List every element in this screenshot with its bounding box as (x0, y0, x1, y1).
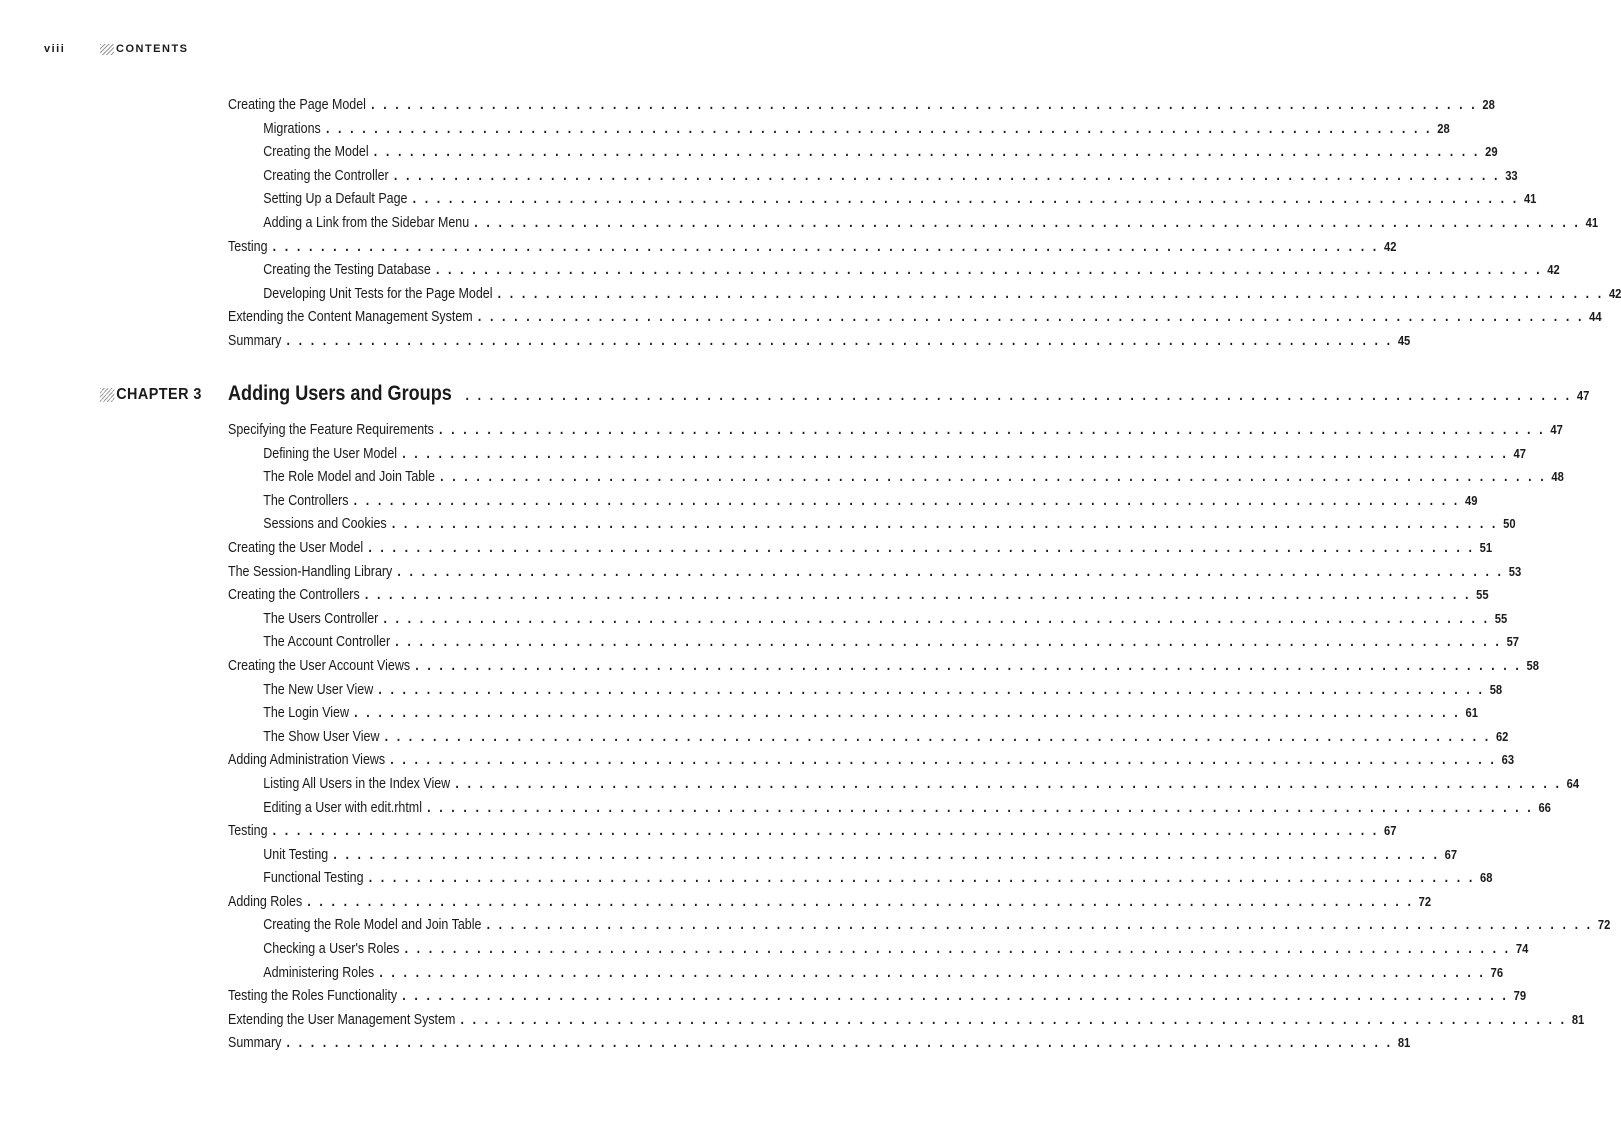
chapter-title-entry[interactable] (228, 382, 1590, 406)
toc-entry-page-number: 61 (1465, 705, 1478, 721)
dot-leader: . . . . . . . . . . . . . . . . . . . . . . . . . . . . . . . . . . . . . . . . . . . . . . . . . . . . . . . . . . . . . . . . . . . . . . . . . . . . . . . . . . . . . . . . . . . . (364, 587, 1472, 604)
toc-entry[interactable] (228, 422, 1563, 446)
toc-entry-title: Creating the Page Model (228, 97, 366, 113)
toc-entry[interactable] (228, 587, 1489, 611)
toc-entry[interactable] (228, 516, 1516, 540)
toc-entry[interactable] (228, 870, 1493, 894)
toc-entry-title: Setting Up a Default Page (263, 191, 408, 208)
toc-entry-title: Creating the Model (263, 144, 369, 161)
chapter-page-number: 47 (1576, 388, 1590, 403)
toc-section-chapter-3 (228, 422, 1611, 1059)
toc-entry-page-number: 67 (1384, 823, 1397, 839)
toc-entry[interactable] (228, 492, 1478, 517)
toc-entry[interactable] (228, 634, 1520, 658)
dot-leader: . . . . . . . . . . . . . . . . . . . . . . . . . . . . . . . . . . . . . . . . . . . . . . . . . . . . . . . . . . . . . . . . . . . . . . . . . . . . . . . . . . . . . . . . . . . . (378, 681, 1485, 698)
dot-leader: . . . . . . . . . . . . . . . . . . . . . . . . . . . . . . . . . . . . . . . . . . . . . . . . . . . . . . . . . . . . . . . . . . . . . . . . . . . . . . . . . . . . . . . . . . . . (325, 120, 1433, 137)
toc-entry-page-number: 51 (1479, 539, 1493, 555)
toc-entry-title: Adding Roles (228, 893, 303, 910)
toc-entry-page-number: 33 (1505, 167, 1518, 183)
dot-leader: . . . . . . . . . . . . . . . . . . . . . . . . . . . . . . . . . . . . . . . . . . . . . . . . . . . . . . . . . . . . . . . . . . . . . . . . . . . . . . . . . . . . . . . . . . . . (333, 846, 1440, 863)
toc-entry-page-number: 63 (1501, 752, 1515, 768)
dot-leader: . . . . . . . . . . . . . . . . . . . . . . . . . . . . . . . . . . . . . . . . . . . . . . . . . . . . . . . . . . . . . . . . . . . . . . . . . . . . . . . . . . . . . . . . . . . . (415, 657, 1522, 674)
dot-leader: . . . . . . . . . . . . . . . . . . . . . . . . . . . . . . . . . . . . . . . . . . . . . . . . . . . . . . . . . . . . . . . . . . . . . . . . . . . . . . . . . . . . . . . . . . . . (477, 309, 1585, 326)
toc-entry[interactable] (228, 309, 1602, 333)
toc-entry-page-number: 76 (1490, 964, 1504, 980)
dot-leader: . . . . . . . . . . . . . . . . . . . . . . . . . . . . . . . . . . . . . . . . . . . . . . . . . . . . . . . . . . . . . . . . . . . . . . . . . . . . . . . . . . . . . . . . . . . . (383, 610, 1490, 627)
toc-entry-page-number: 81 (1571, 1011, 1585, 1027)
toc-entry-title: Creating the Controllers (228, 587, 360, 604)
dot-leader: . . . . . . . . . . . . . . . . . . . . . . . . . . . . . . . . . . . . . . . . . . . . . . . . . . . . . . . . . . . . . . . . . . . . . . . . . . . . . . . . . . . . . . . . . . . . (395, 634, 1502, 651)
toc-entry-title: Listing All Users in the Index View (263, 775, 451, 792)
toc-entry-page-number: 62 (1495, 728, 1509, 744)
toc-entry-title: Administering Roles (263, 964, 375, 981)
toc-entry-page-number: 58 (1489, 681, 1503, 697)
toc-entry[interactable] (228, 120, 1450, 145)
toc-entry-page-number: 68 (1480, 870, 1493, 886)
toc-entry[interactable] (228, 332, 1411, 357)
toc-entry-page-number: 41 (1585, 214, 1599, 230)
dot-leader: . . . . . . . . . . . . . . . . . . . . . . . . . . . . . . . . . . . . . . . . . . . . . . . . . . . . . . . . . . . . . . . . . . . . . . . . . . . . . . . . . . . . . . . . . . . . (272, 823, 1379, 840)
toc-entry-page-number: 66 (1538, 799, 1551, 815)
toc-entry-page-number: 28 (1482, 97, 1495, 112)
running-head-title: CONTENTS (116, 43, 189, 55)
toc-entry[interactable] (228, 799, 1551, 824)
toc-entry-title: Checking a User's Roles (263, 941, 400, 958)
dot-leader: . . . . . . . . . . . . . . . . . . . . . . . . . . . . . . . . . . . . . . . . . . . . . . . . . . . . . . . . . . . . . . . . . . . . . . . . . . . . . . . . . . . . . . . . . . . . (286, 332, 1393, 349)
running-head (44, 43, 189, 55)
toc-entry-page-number: 42 (1384, 238, 1397, 254)
toc-entry-title: Unit Testing (263, 846, 329, 863)
dot-leader: . . . . . . . . . . . . . . . . . . . . . . . . . . . . . . . . . . . . . . . . . . . . . . . . . . . . . . . . . . . . . . . . . . . . . . . . . . . . . . . . . . . . . . . . . . . . (272, 238, 1379, 255)
toc-entry-title: Sessions and Cookies (263, 516, 387, 533)
toc-entry[interactable] (228, 1011, 1585, 1036)
dot-leader: . . . . . . . . . . . . . . . . . . . . . . . . . . . . . . . . . . . . . . . . . . . . . . . . . . . . . . . . . . . . . . . . . . . . . . . . . . . . . . . . . . . . . . . . . . . . (404, 941, 1511, 958)
toc-entry[interactable] (228, 610, 1508, 635)
toc-entry-page-number: 41 (1523, 191, 1537, 207)
toc-entry-title: Creating the User Model (228, 539, 364, 556)
toc-entry[interactable] (228, 893, 1432, 918)
toc-entry-page-number: 49 (1464, 492, 1478, 508)
toc-entry-page-number: 72 (1597, 917, 1611, 933)
toc-entry[interactable] (228, 563, 1522, 588)
toc-entry-page-number: 44 (1589, 309, 1602, 325)
toc-entry[interactable] (228, 285, 1621, 310)
dot-leader: . . . . . . . . . . . . . . . . . . . . . . . . . . . . . . . . . . . . . . . . . . . . . . . . . . . . . . . . . . . . . . . . . . . . . . . . . . . . . . . . . . . . . . . . . . . . (397, 563, 1504, 580)
toc-entry-page-number: 58 (1526, 657, 1539, 673)
toc-entry-title: Extending the Content Management System (228, 309, 473, 326)
toc-entry[interactable] (228, 941, 1529, 965)
toc-entry-page-number: 47 (1550, 422, 1563, 437)
toc-entry-title: Summary (228, 332, 282, 349)
dot-leader: . . . . . . . . . . . . . . . . . . . . . . . . . . . . . . . . . . . . . . . . . . . . . . . . . . . . . . . . . . . . . . . . . . . . . . . . . . . . . . . . . . . . . . . . . . . . (353, 492, 1460, 509)
toc-entry-page-number: 55 (1476, 587, 1489, 603)
toc-entry-title: Editing a User with edit.rhtml (263, 799, 422, 816)
page-folio: viii (44, 43, 66, 55)
chapter-number: CHAPTER 3 (116, 386, 202, 403)
toc-entry-title: Creating the User Account Views (228, 657, 411, 674)
dot-leader: . . . . . . . . . . . . . . . . . . . . . . . . . . . . . . . . . . . . . . . . . . . . . . . . . . . . . . . . . . . . . . . . . . . . . . . . . . . . . . . . . . . . . . . . . . . . (402, 988, 1509, 1005)
toc-entry-title: The Show User View (263, 728, 380, 745)
dot-leader: . . . . . . . . . . . . . . . . . . . . . . . . . . . . . . . . . . . . . . . . . . . . . . . . . . . . . . . . . . . . . . . . . . . . . . . . . . . . . . . . . . . . . . . . . . . . (435, 262, 1543, 279)
toc-entry[interactable] (228, 262, 1560, 286)
toc-entry-title: Testing (228, 238, 268, 255)
dot-leader: . . . . . . . . . . . . . . . . . . . . . . . . . . . . . . . . . . . . . . . . . . . . . . . . . . . . . . . . . . . . . . . . . . . . . . . . . . . . . . . . . . . . . . . . . . . . (460, 1011, 1567, 1028)
dot-leader: . . . . . . . . . . . . . . . . . . . . . . . . . . . . . . . . . . . . . . . . . . . . . . . . . . . . . . . . . . . . . . . . . . . . . . . . . . . . . . . . . . . . . . . . . . . . (373, 144, 1480, 161)
dot-leader: . . . . . . . . . . . . . . . . . . . . . . . . . . . . . . . . . . . . . . . . . . . . . . . . . . . . . . . . . . . . . . . . . . . . . . . . . . . . . . . . . . . . . . . . . . . . (391, 516, 1498, 533)
dot-leader: . . . . . . . . . . . . . . . . . . . . . . . . . . . . . . . . . . . . . . . . . . . . . . . . . . . . . . . . . . . . . . . . . . . . . . . . . . . . . . . . . . . . . . . . . . . . (412, 191, 1519, 208)
toc-entry[interactable] (228, 167, 1518, 192)
toc-entry-title: Creating the Testing Database (263, 262, 431, 279)
toc-entry-page-number: 67 (1444, 846, 1458, 862)
toc-entry[interactable] (228, 1035, 1411, 1059)
toc-entry[interactable] (228, 775, 1580, 800)
toc-entry-page-number: 81 (1397, 1035, 1411, 1051)
toc-entry[interactable] (228, 97, 1495, 121)
toc-entry-title: Adding Administration Views (228, 752, 386, 769)
toc-entry[interactable] (228, 752, 1515, 776)
toc-entry-title: The Role Model and Join Table (263, 469, 435, 486)
toc-entry[interactable] (228, 445, 1526, 470)
toc-entry-title: Testing (228, 823, 268, 840)
dot-leader: . . . . . . . . . . . . . . . . . . . . . . . . . . . . . . . . . . . . . . . . . . . . . . . . . . . . . . . . . . . . . . . . . . . . . . . . . . . . . . . . . . . . . . . . . . . . (379, 964, 1486, 981)
dot-leader: . . . . . . . . . . . . . . . . . . . . . . . . . . . . . . . . . . . . . . . . . . . . . . . . . . . . . . . . . . . . . . . . . . . . . . . . . . . . . . . . . . . . . . . . . . . . (486, 917, 1593, 934)
chapter-heading-row (100, 382, 1590, 410)
toc-entry-page-number: 42 (1608, 285, 1621, 301)
toc-entry-title: Developing Unit Tests for the Page Model (263, 285, 493, 302)
toc-entry-title: The Login View (263, 705, 349, 722)
toc-entry-page-number: 74 (1515, 941, 1529, 957)
toc-entry-title: Testing the Roles Functionality (228, 988, 398, 1005)
toc-entry-page-number: 50 (1503, 516, 1516, 532)
toc-entry-page-number: 48 (1551, 469, 1564, 485)
toc-entry-page-number: 79 (1513, 988, 1527, 1004)
toc-entry[interactable] (228, 469, 1564, 493)
toc-entry-title: Summary (228, 1035, 282, 1052)
toc-entry-title: The New User View (263, 681, 374, 698)
dot-leader: . . . . . . . . . . . . . . . . . . . . . . . . . . . . . . . . . . . . . . . . . . . . . . . . . . . . . . . . . . . . . . . . . . . . . . . . . . . . . . . . . . . . . . . . . . . . (427, 799, 1534, 816)
toc-entry[interactable] (228, 728, 1509, 753)
dot-leader: . . . . . . . . . . . . . . . . . . . . . . . . . . . . . . . . . . . . . . . . . . . . . . . . . . . . . . . . . . . . . . . . . . . . . . . . . . . . . . . . . . . . . . . . . . . . (384, 728, 1491, 745)
toc-entry-title: The Users Controller (263, 610, 379, 627)
toc-entry-title: Specifying the Feature Requirements (228, 422, 434, 438)
dot-leader: . . . . . . . . . . . . . . . . . . . . . . . . . . . . . . . . . . . . . . . . . . . . . . . . . . . . . . . . . . . . . . . . . . . . . . . . . . . . . . . . . . . . . . . . . . . . (368, 539, 1475, 556)
toc-entry[interactable] (228, 238, 1397, 263)
toc-entry[interactable] (228, 681, 1503, 706)
toc-entry-page-number: 64 (1566, 775, 1580, 791)
hatch-icon (100, 388, 114, 402)
toc-entry-page-number: 45 (1397, 332, 1411, 348)
dot-leader: . . . . . . . . . . . . . . . . . . . . . . . . . . . . . . . . . . . . . . . . . . . . . . . . . . . . . . . . . . . . . . . . . . . . . . . . . . . . . . . . . . . . . . . . . . . . (402, 445, 1509, 462)
hatch-icon (100, 44, 114, 55)
dot-leader: . . . . . . . . . . . . . . . . . . . . . . . . . . . . . . . . . . . . . . . . . . . . . . . . . . . . . . . . . . . . . . . . . . . . . . . . . . . . . . . . . . . . . . . . . . . . (497, 285, 1604, 302)
toc-entry-page-number: 57 (1506, 634, 1520, 650)
toc-entry-title: The Controllers (263, 492, 349, 509)
toc-entry[interactable] (228, 846, 1458, 871)
dot-leader: . . . . . . . . . . . . . . . . . . . . . . . . . . . . . . . . . . . . . . . . . . . . . . . . . . . . . . . . . . . . . . . . . . . . . . . . . . . . . . . . . . . . . . . . . . . . (371, 97, 1478, 113)
toc-entry-title: The Account Controller (263, 634, 391, 651)
toc-section-chapter-2-continued (228, 97, 1621, 357)
dot-leader: . . . . . . . . . . . . . . . . . . . . . . . . . . . . . . . . . . . . . . . . . . . . . . . . . . . . . . . . . . . . . . . . . . . . . . . . . . . . . . . . . . . . . . . . . . . . (439, 422, 1546, 438)
toc-entry-title: Adding a Link from the Sidebar Menu (263, 214, 470, 231)
toc-entry[interactable] (228, 705, 1478, 729)
toc-entry[interactable] (228, 191, 1537, 215)
dot-leader: . . . . . . . . . . . . . . . . . . . . . . . . . . . . . . . . . . . . . . . . . . . . . . . . . . . . . . . . . . . . . . . . . . . . . . . . . . . . . . . . . . . . . . . . . . . . (390, 752, 1497, 769)
toc-entry-page-number: 72 (1418, 893, 1432, 909)
chapter-title: Adding Users and Groups (228, 382, 452, 405)
dot-leader: . . . . . . . . . . . . . . . . . . . . . . . . . . . . . . . . . . . . . . . . . . . . . . . . . . . . . . . . . . . . . . . . . . . . . . . . . . . . . . . . . . . . . . . . . . . . (474, 214, 1581, 231)
toc-entry[interactable] (228, 917, 1611, 941)
dot-leader: . . . . . . . . . . . . . . . . . . . . . . . . . . . . . . . . . . . . . . . . . . . . . . . . . . . . . . . . . . . . . . . . . . . . . . . . . . . . . . . . . . . . . . . . . . . . (455, 775, 1562, 792)
toc-entry-page-number: 42 (1547, 262, 1560, 278)
toc-entry-title: Migrations (263, 120, 321, 137)
toc-entry[interactable] (228, 823, 1397, 847)
dot-leader: . . . . . . . . . . . . . . . . . . . . . . . . . . . . . . . . . . . . . . . . . . . . . . . . . . . . . . . . . . . . . . . . . . . . . . . . . . . . . . . . . . . . . . . . . . . . (286, 1035, 1393, 1052)
toc-entry-page-number: 53 (1508, 563, 1522, 579)
toc-entry-title: Extending the User Management System (228, 1011, 456, 1028)
toc-entry[interactable] (228, 657, 1539, 682)
dot-leader: . . . . . . . . . . . . . . . . . . . . . . . . . . . . . . . . . . . . . . . . . . . . . . . . . . . . . . . . . . . . . . . . . . . . . . . . . . . . . . . . . . . . . . . . . . . . (354, 705, 1461, 722)
toc-entry[interactable] (228, 144, 1498, 168)
chapter-number-label (100, 386, 202, 404)
dot-leader: . . . . . . . . . . . . . . . . . . . . . . . . . . . . . . . . . . . . . . . . . . . . . . . . . . . . . . . . . . . . . . . . . . . . . . . . . . . . . . . . . . . . . . . . . . . . (368, 870, 1475, 887)
dot-leader: . . . . . . . . . . . . . . . . . . . . . . . . . . . . . . . . . . . . . . . . . . . . . . . . . . . . . . . . . . . . . . . . . . . . . . . . . . . . . . . . . . . . . . . . . . . . (465, 388, 1572, 404)
toc-entry-page-number: 55 (1494, 610, 1508, 626)
toc-entry-title: The Session-Handling Library (228, 563, 393, 580)
toc-entry[interactable] (228, 988, 1527, 1012)
toc-entry[interactable] (228, 964, 1504, 989)
toc-entry-page-number: 28 (1437, 120, 1450, 136)
toc-entry-title: Functional Testing (263, 870, 364, 887)
toc-entry-page-number: 47 (1513, 445, 1526, 461)
toc-entry-title: Creating the Role Model and Join Table (263, 917, 482, 934)
toc-entry[interactable] (228, 214, 1599, 239)
dot-leader: . . . . . . . . . . . . . . . . . . . . . . . . . . . . . . . . . . . . . . . . . . . . . . . . . . . . . . . . . . . . . . . . . . . . . . . . . . . . . . . . . . . . . . . . . . . . (307, 893, 1414, 910)
dot-leader: . . . . . . . . . . . . . . . . . . . . . . . . . . . . . . . . . . . . . . . . . . . . . . . . . . . . . . . . . . . . . . . . . . . . . . . . . . . . . . . . . . . . . . . . . . . . (393, 167, 1501, 184)
dot-leader: . . . . . . . . . . . . . . . . . . . . . . . . . . . . . . . . . . . . . . . . . . . . . . . . . . . . . . . . . . . . . . . . . . . . . . . . . . . . . . . . . . . . . . . . . . . . (440, 469, 1547, 486)
toc-entry-page-number: 29 (1485, 144, 1498, 160)
toc-entry-title: Creating the Controller (263, 167, 389, 184)
toc-entry-title: Defining the User Model (263, 445, 398, 462)
toc-entry[interactable] (228, 539, 1493, 564)
